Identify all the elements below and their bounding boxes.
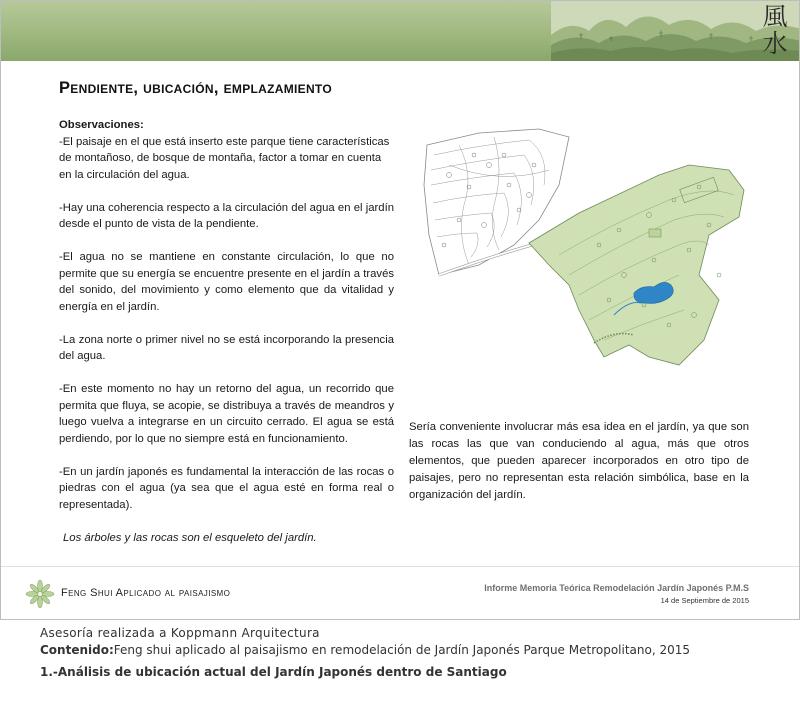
report-title: Informe Memoria Teórica Remodelación Jardín Japonés P.M.S (484, 583, 749, 593)
page-title: Pendiente, ubicación, emplazamiento (59, 79, 332, 97)
observation-paragraph: -En un jardín japonés es fundamental la interacción de las rocas o piedras con el agua (ya sea que el agua esté en forma real o representada). (59, 465, 394, 511)
observation-paragraph: -Hay una coherencia respecto a la circulación del agua en el jardín desde el punto de vista de la pendiente. (59, 201, 394, 230)
caption-line-advisory: Asesoría realizada a Koppmann Arquitectura (40, 626, 320, 640)
header-banner (1, 1, 800, 61)
recommendation-paragraph: Sería conveniente involucrar más esa idea en el jardín, ya que son las rocas las que van conduciendo al agua, más que otros elementos, que pueden aparecer incorporados en otro tipo de paisajes, pero no representan esta relación simbólica, base en la organización del jardín. (409, 421, 749, 501)
observation-paragraph: -El paisaje en el que está inserto este parque tiene características de montañoso, de bosque de montaña, factor a tomar en cuenta en la circulación del agua. (59, 135, 390, 181)
footer-title: Feng Shui Aplicado al paisajismo (61, 587, 231, 599)
observations-column (59, 117, 394, 546)
observations-title: Observaciones: (59, 119, 144, 131)
report-date: 14 de Septiembre de 2015 (660, 596, 749, 605)
caption-content-label: Contenido: (40, 643, 114, 657)
observation-paragraph: -En este momento no hay un retorno del agua, un recorrido que permita que fluya, se acopie, se distribuya a través de meandros y luego vuelva a integrarse en un circuito cerrado. El agua se está perdiendo, por lo que no siempre está en funcionamiento. (59, 383, 394, 445)
caption-content-text: Feng shui aplicado al paisajismo en remodelación de Jardín Japonés Parque Metropolitano, 2015 (113, 643, 691, 657)
caption-line-content (40, 642, 690, 659)
kanji-feng-shui: 風 水 (762, 2, 788, 58)
lotus-flower-icon (25, 579, 55, 609)
observation-paragraph: -El agua no se mantiene en constante circulación, lo que no permite que su energía se encuentre presente en el jardín a través del sonido, del movimiento y como elemento que da vitalidad y energía en el jardín. (59, 251, 394, 313)
caption-line-analysis: 1.-Análisis de ubicación actual del Jardín Japonés dentro de Santiago (40, 665, 507, 679)
footer-report-info (484, 583, 749, 605)
site-topographic-map (419, 125, 754, 375)
footer-divider (1, 566, 800, 567)
quote-text: Los árboles y las rocas son el esqueleto del jardín. (63, 531, 317, 544)
observation-paragraph: -La zona norte o primer nivel no se está incorporando la presencia del agua. (59, 333, 394, 362)
caption-block (40, 625, 690, 681)
